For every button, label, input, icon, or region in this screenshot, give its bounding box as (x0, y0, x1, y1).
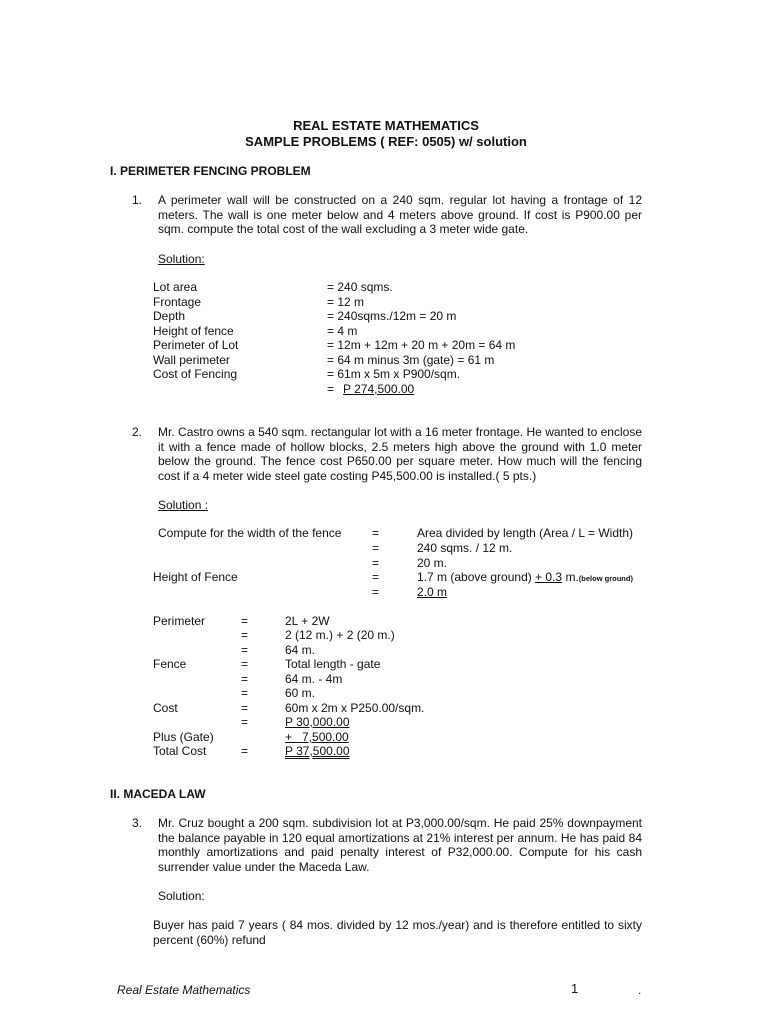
row-label: Cost of Fencing (153, 367, 238, 381)
equals-sign: = (372, 585, 380, 599)
calc-value: 64 m. (285, 643, 316, 657)
calc-equals: = (241, 715, 249, 729)
height-label: Height of Fence (153, 570, 238, 584)
width-line: Area divided by length (Area / L = Width) (417, 526, 633, 540)
row-value: = 240sqms./12m = 20 m (327, 309, 457, 323)
height-result: 2.0 m (417, 585, 448, 599)
calc-value: 64 m. - 4m (285, 672, 343, 686)
problem-text: Mr. Castro owns a 540 sqm. rectangular lot with a 16 meter frontage. He wanted to enclose it with a fence made of hollow blocks, 2.5 meters high above the ground with 1.0 meter below the ground. The fence cost P650.00 per square meter. How much will the fencing cost if a 4 meter wide steel gate costing P45,500.00 is installed.( 5 pts.) (158, 425, 642, 483)
final-answer: P 274,500.00 (343, 382, 415, 396)
width-line: 20 m. (417, 556, 448, 570)
calc-label: Fence (153, 657, 187, 671)
calc-value: P 30,000.00 (285, 715, 350, 729)
footer-dot: . (638, 983, 642, 997)
solution-label: Solution : (158, 498, 209, 512)
problem-number: 3. (132, 816, 143, 830)
row-label: Depth (153, 309, 186, 323)
problem-text: A perimeter wall will be constructed on a 240 sqm. regular lot having a frontage of 12 meters. The wall is one meter below and 4 meters above ground. If cost is P900.00 per sqm. compute the total cost of the wall excluding a 3 meter wide gate. (158, 193, 642, 237)
calc-label: Perimeter (153, 614, 206, 628)
width-line: 240 sqms. / 12 m. (417, 541, 513, 555)
equals-sign: = (372, 541, 380, 555)
row-label: Height of fence (153, 324, 234, 338)
calc-equals: = (241, 744, 249, 758)
calc-value: 60 m. (285, 686, 316, 700)
row-value: = 64 m minus 3m (gate) = 61 m (327, 353, 495, 367)
calc-label: Cost (153, 701, 178, 715)
calc-value: 2L + 2W (285, 614, 330, 628)
solution-label: Solution: (158, 889, 205, 903)
row-label: Lot area (153, 280, 198, 294)
width-label: Compute for the width of the fence (158, 526, 342, 540)
calc-value: Total length - gate (285, 657, 381, 671)
row-value: = 61m x 5m x P900/sqm. (327, 367, 461, 381)
calc-equals: = (241, 628, 249, 642)
solution-text: Buyer has paid 7 years ( 84 mos. divided by 12 mos./year) and is therefore entitled to sixty percent (60%) refund (153, 918, 642, 947)
solution-label: Solution: (158, 252, 205, 266)
row-value: = 240 sqms. (327, 280, 393, 294)
calc-equals: = (241, 686, 249, 700)
total-cost-value: P 37,500.00 (285, 744, 350, 758)
problem-number: 2. (132, 425, 143, 439)
calc-equals: = (241, 643, 249, 657)
height-value-unit: m. (562, 570, 579, 584)
equals-sign: = (372, 556, 380, 570)
calc-equals: = (241, 657, 249, 671)
calc-label: Total Cost (153, 744, 207, 758)
calc-value: 2 (12 m.) + 2 (20 m.) (285, 628, 395, 642)
section-heading-perimeter: I. PERIMETER FENCING PROBLEM (110, 164, 311, 178)
footer-title: Real Estate Mathematics (117, 983, 251, 997)
row-label: Frontage (153, 295, 202, 309)
height-value-added: + 0.3 (535, 570, 563, 584)
row-value: = 4 m (327, 324, 358, 338)
document-title: REAL ESTATE MATHEMATICS (293, 118, 479, 133)
row-value: = 12 m (327, 295, 365, 309)
calc-label: Plus (Gate) (153, 730, 214, 744)
equals-sign: = (372, 570, 380, 584)
calc-value: 60m x 2m x P250.00/sqm. (285, 701, 425, 715)
section-heading-maceda: II. MACEDA LAW (110, 787, 206, 801)
row-label: Wall perimeter (153, 353, 230, 367)
calc-value: + 7,500.00 (285, 730, 349, 744)
below-ground-note: (below ground) (578, 574, 633, 583)
problem-text: Mr. Cruz bought a 200 sqm. subdivision lot at P3,000.00/sqm. He paid 25% downpayment the balance payable in 120 equal amortizations at 21% interest per annum. He has paid 84 monthly amortizations and paid penalty interest of P32,000.00. Compute for his cash surrender value under the Maceda Law. (158, 816, 642, 874)
height-value-main: 1.7 m (above ground) (417, 570, 536, 584)
final-equals: = (327, 382, 335, 396)
page-number: 1 (571, 981, 579, 996)
document-subtitle: SAMPLE PROBLEMS ( REF: 0505) w/ solution (245, 134, 527, 149)
calc-equals: = (241, 672, 249, 686)
calc-equals: = (241, 701, 249, 715)
problem-number: 1. (132, 193, 143, 207)
calc-equals: = (241, 614, 249, 628)
row-value: = 12m + 12m + 20 m + 20m = 64 m (327, 338, 516, 352)
height-value (417, 570, 633, 586)
equals-sign: = (372, 526, 380, 540)
row-label: Perimeter of Lot (153, 338, 239, 352)
